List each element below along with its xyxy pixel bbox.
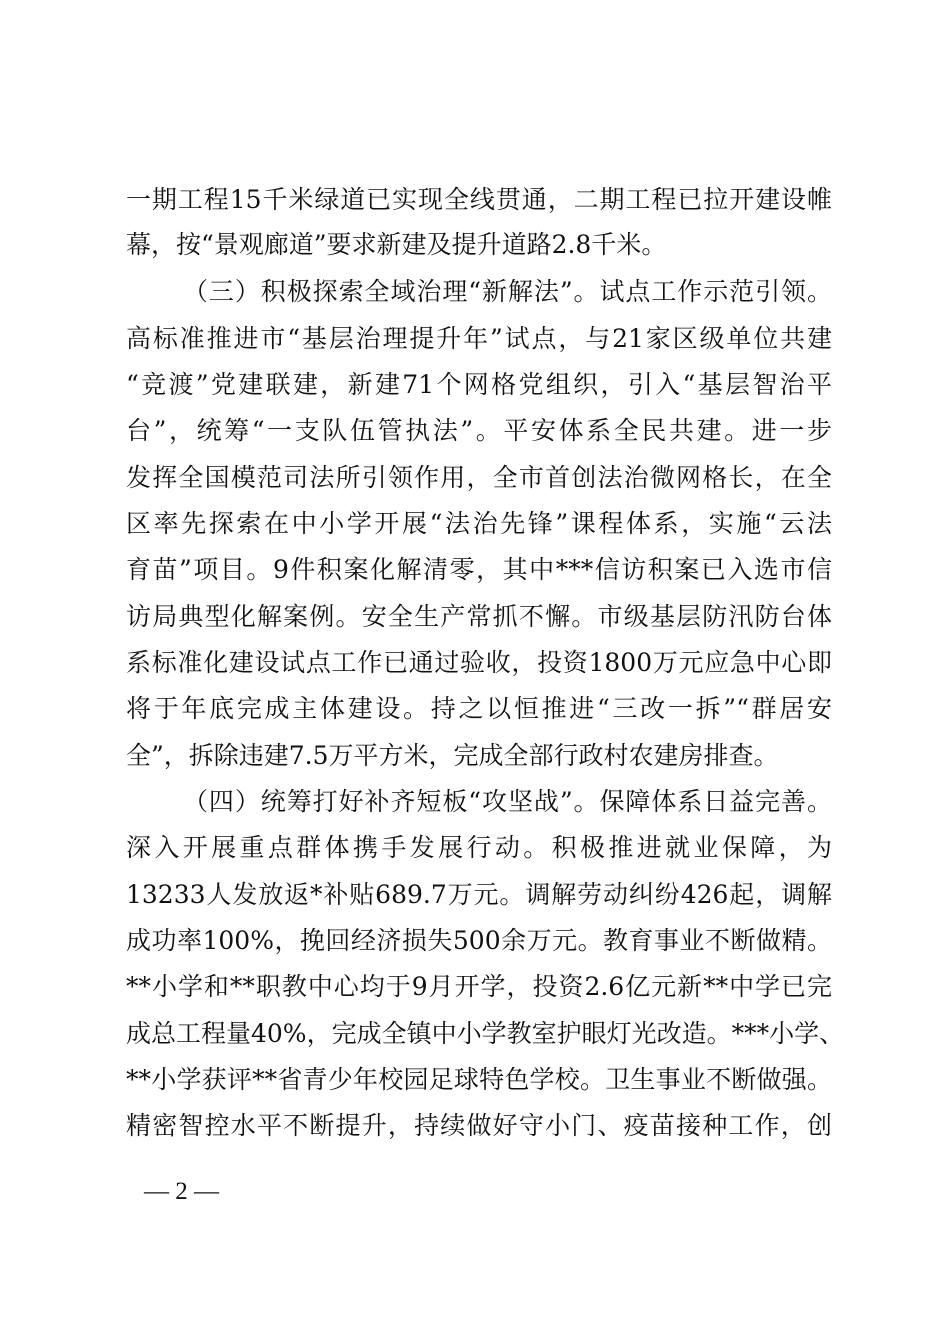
- paragraph-2-line-10: 将于年底完成主体建设。持之以恒推进“三改一拆”“群居安: [126, 694, 832, 723]
- paragraph-2-line-11: 全”，拆除违建7.5万平方米，完成全部行政村农建房排查。: [126, 741, 779, 770]
- paragraph-3-line-4: 成功率100%，挽回经济损失500余万元。教育事业不断做精。: [126, 926, 832, 955]
- paragraph-2-line-3: “竞渡”党建联建，新建71个网格党组织，引入“基层智治平: [126, 370, 832, 399]
- paragraph-2-heading-line: （三）积极探索全域治理“新解法”。试点工作示范引领。: [183, 277, 832, 306]
- paragraph-2-line-6: 区率先探索在中小学开展“法治先锋”课程体系，实施“云法: [126, 509, 832, 538]
- paragraph-2-line-5: 发挥全国模范司法所引领作用，全市首创法治微网格长，在全: [126, 463, 832, 492]
- paragraph-3-line-2: 深入开展重点群体携手发展行动。积极推进就业保障，为: [126, 833, 832, 862]
- paragraph-3-line-6: 成总工程量40%，完成全镇中小学教室护眼灯光改造。***小学、: [126, 1019, 845, 1048]
- paragraph-3-line-3: 13233人发放返*补贴689.7万元。调解劳动纠纷426起，调解: [126, 880, 832, 909]
- paragraph-1-line-1: 一期工程15千米绿道已实现全线贯通，二期工程已拉开建设帷: [126, 185, 832, 214]
- paragraph-3-line-7: **小学获评**省青少年校园足球特色学校。卫生事业不断做强。: [126, 1065, 832, 1094]
- paragraph-2-line-9: 系标准化建设试点工作已通过验收，投资1800万元应急中心即: [126, 648, 832, 677]
- paragraph-3-heading-line: （四）统筹打好补齐短板“攻坚战”。保障体系日益完善。: [183, 787, 832, 816]
- paragraph-1-line-2: 幕，按“景观廊道”要求新建及提升道路2.8千米。: [126, 230, 667, 259]
- paragraph-2-line-2: 高标准推进市“基层治理提升年”试点，与21家区级单位共建: [126, 324, 832, 353]
- paragraph-3-line-8: 精密智控水平不断提升，持续做好守小门、疫苗接种工作，创: [126, 1111, 832, 1140]
- paragraph-2-line-8: 访局典型化解案例。安全生产常抓不懈。市级基层防汛防台体: [126, 602, 832, 631]
- paragraph-3-line-5: **小学和**职教中心均于9月开学，投资2.6亿元新**中学已完: [126, 972, 832, 1001]
- paragraph-2-line-7: 育苗”项目。9件积案化解清零，其中***信访积案已入选市信: [126, 555, 832, 584]
- page-number: — 2 —: [144, 1178, 219, 1205]
- paragraph-2-line-4: 台”，统筹“一支队伍管执法”。平安体系全民共建。进一步: [126, 416, 832, 445]
